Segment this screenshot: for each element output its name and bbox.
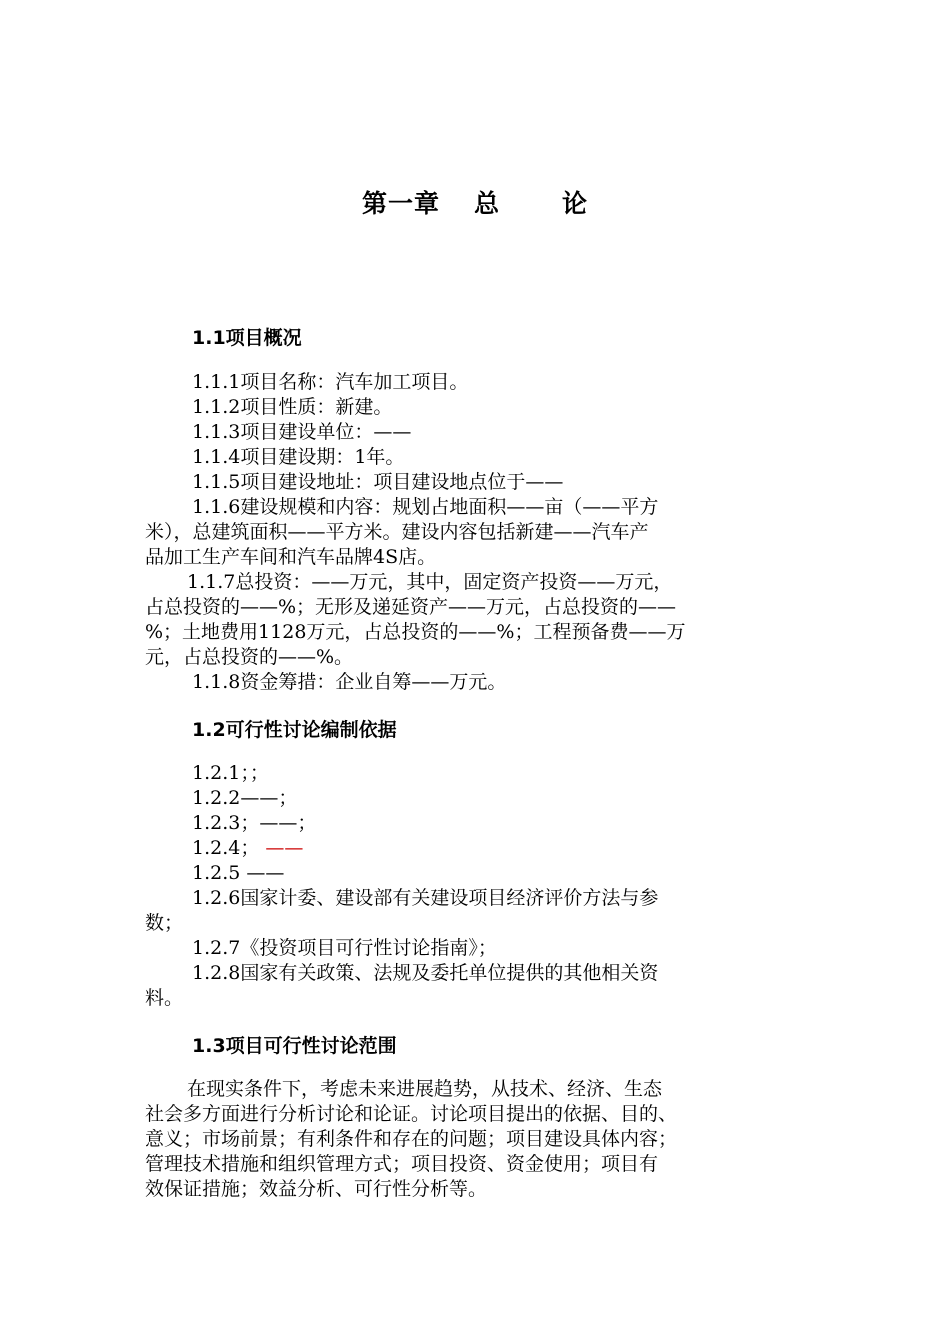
chapter-title-char-1: 总 (473, 189, 500, 218)
paragraph-line: 1.1.4项目建设期：1年。 (192, 446, 405, 468)
paragraph-line: 料。 (145, 987, 184, 1009)
paragraph-line: 社会多方面进行分析讨论和论证。讨论项目提出的依据、目的、 (145, 1103, 678, 1125)
paragraph-line: 1.1.5项目建设地址：项目建设地点位于—— (192, 471, 564, 493)
chapter-number: 第一章 (361, 189, 440, 218)
paragraph-line: 1.1.2项目性质：新建。 (192, 396, 393, 418)
paragraph-line: 品加工生产车间和汽车品牌4S店。 (145, 546, 437, 568)
paragraph-line: 元，占总投资的——%。 (145, 646, 354, 668)
paragraph-line: 1.1.3项目建设单位：—— (192, 421, 412, 443)
paragraph-line: 管理技术措施和组织管理方式；项目投资、资金使用；项目有 (145, 1153, 659, 1175)
paragraph-line: 1.2.2——； (192, 787, 298, 809)
paragraph-line: 占总投资的——%；无形及递延资产——万元，占总投资的—— (145, 596, 677, 618)
chapter-title-char-2: 论 (562, 189, 589, 218)
chapter-title (0, 184, 950, 220)
paragraph-line: 1.1.7总投资：——万元，其中，固定资产投资——万元， (187, 571, 673, 593)
paragraph-line: 1.1.8资金筹措：企业自筹——万元。 (192, 671, 507, 693)
highlighted-dash: —— (265, 837, 304, 859)
paragraph-line: 米），总建筑面积——平方米。建设内容包括新建——汽车产 (145, 521, 649, 543)
paragraph-line: 1.2.1；； (192, 762, 269, 784)
paragraph-line (145, 836, 852, 861)
item-number: 1.2.4； (192, 837, 260, 859)
section-heading-1-3: 1.3项目可行性讨论范围 (192, 1035, 397, 1057)
paragraph-line: 1.1.1项目名称：汽车加工项目。 (192, 371, 469, 393)
section-heading-1-1: 1.1项目概况 (192, 327, 302, 349)
paragraph-line: 1.2.8国家有关政策、法规及委托单位提供的其他相关资 (192, 962, 659, 984)
paragraph-line: 1.2.6国家计委、建设部有关建设项目经济评价方法与参 (192, 887, 659, 909)
paragraph-line: 1.1.6建设规模和内容：规划占地面积——亩（——平方 (192, 496, 659, 518)
paragraph-line: 意义；市场前景；有利条件和存在的问题；项目建设具体内容； (145, 1128, 678, 1150)
paragraph-line: 1.2.3；——； (192, 812, 317, 834)
paragraph-line: 1.2.7《投资项目可行性讨论指南》； (192, 937, 497, 959)
paragraph-line: 数； (145, 912, 184, 934)
paragraph-line: 在现实条件下，考虑未来进展趋势，从技术、经济、生态 (187, 1078, 663, 1100)
paragraph-line: 1.2.5 —— (192, 862, 285, 884)
section-heading-1-2: 1.2可行性讨论编制依据 (192, 719, 397, 741)
paragraph-line: %；土地费用1128万元，占总投资的——%；工程预备费——万 (145, 621, 686, 643)
paragraph-line: 效保证措施；效益分析、可行性分析等。 (145, 1178, 488, 1200)
